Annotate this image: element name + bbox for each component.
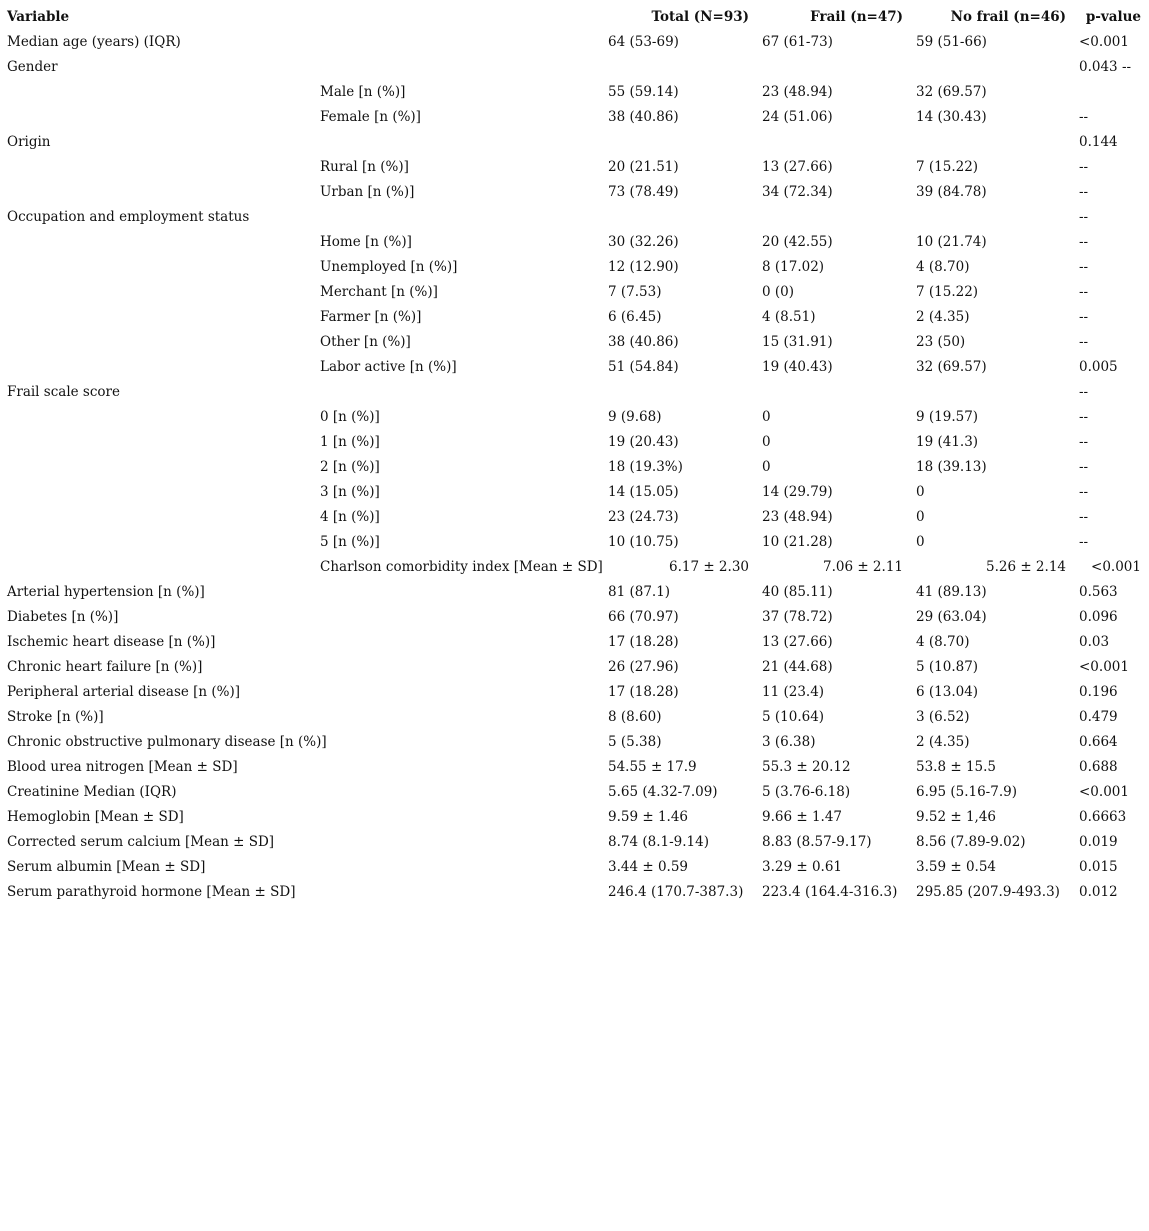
frail-value: 55.3 ± 20.12 xyxy=(762,758,851,775)
subcategory-label xyxy=(320,829,601,854)
p-value: -- xyxy=(1079,333,1089,350)
table-row xyxy=(0,129,1149,154)
total-value: 38 (40.86) xyxy=(608,333,679,350)
header-row xyxy=(0,4,1149,29)
variable-label: Frail scale score xyxy=(7,383,120,400)
no-frail-value: 2 (4.35) xyxy=(916,308,970,325)
total-value: 18 (19.3%) xyxy=(608,458,683,475)
subcategory-label: 4 [n (%)] xyxy=(320,508,380,525)
subcategory-label: 3 [n (%)] xyxy=(320,483,380,500)
no-frail-value: 39 (84.78) xyxy=(916,183,987,200)
table-row xyxy=(0,229,1149,254)
table-row xyxy=(0,829,1149,854)
table-row xyxy=(0,429,1149,454)
p-value: <0.001 xyxy=(1079,33,1129,50)
p-value: 0.012 xyxy=(1079,883,1118,900)
total-value: 66 (70.97) xyxy=(608,608,679,625)
frail-value: 7.06 ± 2.11 xyxy=(822,558,903,575)
no-frail-value: 3 (6.52) xyxy=(916,708,970,725)
variable-label: Median age (years) (IQR) xyxy=(7,33,181,50)
table-row xyxy=(0,204,1149,229)
total-value xyxy=(601,204,755,229)
frail-value: 5 (3.76-6.18) xyxy=(762,783,851,800)
no-frail-value xyxy=(909,54,1072,79)
frail-value: 40 (85.11) xyxy=(762,583,833,600)
no-frail-value: 4 (8.70) xyxy=(916,633,970,650)
table-row xyxy=(0,879,1149,904)
frail-value: 3 (6.38) xyxy=(762,733,816,750)
subcategory-label xyxy=(320,579,601,604)
p-value: 0.479 xyxy=(1079,708,1118,725)
no-frail-value: 0 xyxy=(916,533,925,550)
p-value: -- xyxy=(1079,508,1089,525)
subcategory-label xyxy=(320,654,601,679)
table-row xyxy=(0,154,1149,179)
total-value: 73 (78.49) xyxy=(608,183,679,200)
no-frail-value: 2 (4.35) xyxy=(916,733,970,750)
no-frail-value: 7 (15.22) xyxy=(916,283,979,300)
variable-label xyxy=(0,529,320,554)
p-value: -- xyxy=(1079,283,1089,300)
table-row xyxy=(0,354,1149,379)
table-row xyxy=(0,104,1149,129)
no-frail-value: 14 (30.43) xyxy=(916,108,987,125)
no-frail-value: 4 (8.70) xyxy=(916,258,970,275)
subcategory-label xyxy=(320,379,601,404)
table-body xyxy=(0,29,1149,904)
frail-value: 37 (78.72) xyxy=(762,608,833,625)
p-value: 0.563 xyxy=(1079,583,1118,600)
no-frail-value: 10 (21.74) xyxy=(916,233,987,250)
subcategory-label xyxy=(320,804,601,829)
no-frail-value xyxy=(909,129,1072,154)
frail-value: 23 (48.94) xyxy=(762,508,833,525)
table-row xyxy=(0,729,1149,754)
variable-label xyxy=(0,304,320,329)
subcategory-label: Unemployed [n (%)] xyxy=(320,258,458,275)
frail-value: 23 (48.94) xyxy=(762,83,833,100)
subcategory-label xyxy=(320,879,601,904)
p-value: 0.043 -- xyxy=(1079,58,1132,75)
variable-label: Ischemic heart disease [n (%)] xyxy=(7,633,216,650)
subcategory-label xyxy=(320,754,601,779)
p-value: -- xyxy=(1079,308,1089,325)
characteristics-table xyxy=(0,4,1149,904)
p-value: -- xyxy=(1079,483,1089,500)
table-row xyxy=(0,604,1149,629)
p-value: -- xyxy=(1079,183,1089,200)
variable-label: Chronic heart failure [n (%)] xyxy=(7,658,203,675)
total-value: 9 (9.68) xyxy=(608,408,662,425)
p-value: 0.664 xyxy=(1079,733,1118,750)
no-frail-value xyxy=(909,379,1072,404)
subcategory-label xyxy=(320,604,601,629)
p-value: -- xyxy=(1079,458,1089,475)
total-value xyxy=(601,379,755,404)
total-value: 55 (59.14) xyxy=(608,83,679,100)
no-frail-value: 29 (63.04) xyxy=(916,608,987,625)
total-value: 7 (7.53) xyxy=(608,283,662,300)
p-value: -- xyxy=(1079,108,1089,125)
subcategory-label xyxy=(320,679,601,704)
total-value: 5.65 (4.32-7.09) xyxy=(608,783,718,800)
header-p-value: p-value xyxy=(1085,8,1141,25)
frail-value: 5 (10.64) xyxy=(762,708,825,725)
table-row xyxy=(0,504,1149,529)
no-frail-value: 32 (69.57) xyxy=(916,358,987,375)
variable-label: Diabetes [n (%)] xyxy=(7,608,119,625)
total-value: 3.44 ± 0.59 xyxy=(608,858,689,875)
p-value: <0.001 xyxy=(1079,783,1129,800)
subcategory-label: 2 [n (%)] xyxy=(320,458,380,475)
variable-label: Chronic obstructive pulmonary disease [n (%)] xyxy=(7,733,327,750)
frail-value: 223.4 (164.4-316.3) xyxy=(762,883,898,900)
total-value: 51 (54.84) xyxy=(608,358,679,375)
table-row xyxy=(0,654,1149,679)
p-value: -- xyxy=(1079,433,1089,450)
subcategory-label: 0 [n (%)] xyxy=(320,408,380,425)
total-value: 246.4 (170.7-387.3) xyxy=(608,883,744,900)
table-row xyxy=(0,254,1149,279)
variable-label xyxy=(0,254,320,279)
p-value: 0.005 xyxy=(1079,358,1118,375)
p-value: 0.144 xyxy=(1079,133,1118,150)
no-frail-value: 19 (41.3) xyxy=(916,433,979,450)
frail-value: 10 (21.28) xyxy=(762,533,833,550)
frail-value: 14 (29.79) xyxy=(762,483,833,500)
frail-value: 11 (23.4) xyxy=(762,683,825,700)
table-row xyxy=(0,854,1149,879)
no-frail-value: 18 (39.13) xyxy=(916,458,987,475)
total-value: 17 (18.28) xyxy=(608,633,679,650)
total-value: 14 (15.05) xyxy=(608,483,679,500)
subcategory-label: Other [n (%)] xyxy=(320,333,411,350)
p-value: 0.096 xyxy=(1079,608,1118,625)
table-row xyxy=(0,279,1149,304)
frail-value xyxy=(755,54,909,79)
p-value: 0.019 xyxy=(1079,833,1118,850)
total-value: 26 (27.96) xyxy=(608,658,679,675)
frail-value: 4 (8.51) xyxy=(762,308,816,325)
variable-label xyxy=(0,329,320,354)
subcategory-label: Rural [n (%)] xyxy=(320,158,409,175)
p-value: -- xyxy=(1079,533,1089,550)
variable-label xyxy=(0,79,320,104)
p-value: -- xyxy=(1079,258,1089,275)
table-row xyxy=(0,379,1149,404)
variable-label xyxy=(0,504,320,529)
subcategory-label: Labor active [n (%)] xyxy=(320,358,457,375)
no-frail-value: 9.52 ± 1,46 xyxy=(916,808,997,825)
subcategory-label xyxy=(320,779,601,804)
variable-label: Corrected serum calcium [Mean ± SD] xyxy=(7,833,275,850)
p-value: -- xyxy=(1079,158,1089,175)
subcategory-label xyxy=(320,854,601,879)
p-value: <0.001 xyxy=(1091,558,1141,575)
total-value: 8.74 (8.1-9.14) xyxy=(608,833,709,850)
frail-value: 34 (72.34) xyxy=(762,183,833,200)
header-subcategory xyxy=(320,4,601,29)
table-row xyxy=(0,804,1149,829)
variable-label: Peripheral arterial disease [n (%)] xyxy=(7,683,241,700)
total-value: 5 (5.38) xyxy=(608,733,662,750)
subcategory-label: Farmer [n (%)] xyxy=(320,308,422,325)
no-frail-value: 23 (50) xyxy=(916,333,966,350)
header-variable: Variable xyxy=(7,8,70,25)
subcategory-label: 1 [n (%)] xyxy=(320,433,380,450)
variable-label: Blood urea nitrogen [Mean ± SD] xyxy=(7,758,238,775)
no-frail-value: 7 (15.22) xyxy=(916,158,979,175)
variable-label xyxy=(0,354,320,379)
table-row xyxy=(0,679,1149,704)
subcategory-label xyxy=(320,129,601,154)
no-frail-value xyxy=(909,204,1072,229)
frail-value xyxy=(755,204,909,229)
variable-label xyxy=(0,554,320,579)
no-frail-value: 8.56 (7.89-9.02) xyxy=(916,833,1026,850)
subcategory-label xyxy=(320,729,601,754)
table-row xyxy=(0,479,1149,504)
variable-label xyxy=(0,154,320,179)
no-frail-value: 53.8 ± 15.5 xyxy=(916,758,997,775)
total-value: 19 (20.43) xyxy=(608,433,679,450)
frail-value xyxy=(755,129,909,154)
frail-value: 0 xyxy=(762,408,771,425)
no-frail-value: 9 (19.57) xyxy=(916,408,979,425)
p-value: 0.6663 xyxy=(1079,808,1127,825)
frail-value: 3.29 ± 0.61 xyxy=(762,858,843,875)
table-row xyxy=(0,29,1149,54)
frail-value: 0 (0) xyxy=(762,283,795,300)
table-row xyxy=(0,79,1149,104)
no-frail-value: 5 (10.87) xyxy=(916,658,979,675)
frail-value: 13 (27.66) xyxy=(762,633,833,650)
no-frail-value: 59 (51-66) xyxy=(916,33,987,50)
frail-value: 13 (27.66) xyxy=(762,158,833,175)
table-row xyxy=(0,529,1149,554)
total-value xyxy=(601,54,755,79)
no-frail-value: 6.95 (5.16-7.9) xyxy=(916,783,1017,800)
subcategory-label xyxy=(320,629,601,654)
frail-value: 24 (51.06) xyxy=(762,108,833,125)
frail-value: 8.83 (8.57-9.17) xyxy=(762,833,872,850)
frail-value: 9.66 ± 1.47 xyxy=(762,808,843,825)
table-row xyxy=(0,404,1149,429)
variable-label: Serum albumin [Mean ± SD] xyxy=(7,858,206,875)
variable-label xyxy=(0,279,320,304)
total-value: 54.55 ± 17.9 xyxy=(608,758,697,775)
p-value xyxy=(1072,79,1149,104)
variable-label xyxy=(0,104,320,129)
total-value: 6.17 ± 2.30 xyxy=(668,558,749,575)
header-frail: Frail (n=47) xyxy=(810,8,903,25)
frail-value: 19 (40.43) xyxy=(762,358,833,375)
table-row xyxy=(0,329,1149,354)
frail-value: 15 (31.91) xyxy=(762,333,833,350)
p-value: -- xyxy=(1079,408,1089,425)
variable-label: Stroke [n (%)] xyxy=(7,708,104,725)
table-row xyxy=(0,304,1149,329)
header-no-frail: No frail (n=46) xyxy=(950,8,1066,25)
subcategory-label xyxy=(320,54,601,79)
total-value: 12 (12.90) xyxy=(608,258,679,275)
no-frail-value: 0 xyxy=(916,483,925,500)
total-value: 38 (40.86) xyxy=(608,108,679,125)
subcategory-label: Female [n (%)] xyxy=(320,108,421,125)
variable-label xyxy=(0,404,320,429)
variable-label: Arterial hypertension [n (%)] xyxy=(7,583,205,600)
variable-label: Hemoglobin [Mean ± SD] xyxy=(7,808,184,825)
variable-label xyxy=(0,479,320,504)
frail-value: 0 xyxy=(762,433,771,450)
table-row xyxy=(0,754,1149,779)
subcategory-label: Urban [n (%)] xyxy=(320,183,415,200)
no-frail-value: 6 (13.04) xyxy=(916,683,979,700)
subcategory-label: Male [n (%)] xyxy=(320,83,406,100)
p-value: <0.001 xyxy=(1079,658,1129,675)
frail-value: 20 (42.55) xyxy=(762,233,833,250)
total-value: 81 (87.1) xyxy=(608,583,671,600)
p-value: 0.196 xyxy=(1079,683,1118,700)
table-row xyxy=(0,54,1149,79)
total-value: 6 (6.45) xyxy=(608,308,662,325)
total-value: 8 (8.60) xyxy=(608,708,662,725)
variable-label: Origin xyxy=(7,133,51,150)
p-value: -- xyxy=(1079,383,1089,400)
total-value: 17 (18.28) xyxy=(608,683,679,700)
no-frail-value: 41 (89.13) xyxy=(916,583,987,600)
table-row xyxy=(0,554,1149,579)
total-value: 23 (24.73) xyxy=(608,508,679,525)
table-row xyxy=(0,179,1149,204)
p-value: 0.688 xyxy=(1079,758,1118,775)
no-frail-value: 0 xyxy=(916,508,925,525)
p-value: -- xyxy=(1079,233,1089,250)
variable-label: Creatinine Median (IQR) xyxy=(7,783,177,800)
p-value: 0.03 xyxy=(1079,633,1110,650)
table-row xyxy=(0,579,1149,604)
frail-value: 67 (61-73) xyxy=(762,33,833,50)
variable-label xyxy=(0,454,320,479)
table-row xyxy=(0,704,1149,729)
table-row xyxy=(0,629,1149,654)
total-value: 10 (10.75) xyxy=(608,533,679,550)
table-row xyxy=(0,454,1149,479)
frail-value: 8 (17.02) xyxy=(762,258,825,275)
total-value: 30 (32.26) xyxy=(608,233,679,250)
frail-value xyxy=(755,379,909,404)
no-frail-value: 3.59 ± 0.54 xyxy=(916,858,997,875)
subcategory-label: 5 [n (%)] xyxy=(320,533,380,550)
total-value xyxy=(601,129,755,154)
no-frail-value: 32 (69.57) xyxy=(916,83,987,100)
frail-value: 21 (44.68) xyxy=(762,658,833,675)
header-total: Total (N=93) xyxy=(651,8,749,25)
table-row xyxy=(0,779,1149,804)
total-value: 9.59 ± 1.46 xyxy=(608,808,689,825)
variable-label xyxy=(0,229,320,254)
frail-value: 0 xyxy=(762,458,771,475)
no-frail-value: 295.85 (207.9-493.3) xyxy=(916,883,1060,900)
subcategory-label: Merchant [n (%)] xyxy=(320,283,438,300)
subcategory-label: Charlson comorbidity index [Mean ± SD] xyxy=(320,558,603,575)
variable-label: Serum parathyroid hormone [Mean ± SD] xyxy=(7,883,296,900)
variable-label: Gender xyxy=(7,58,58,75)
subcategory-label xyxy=(320,204,601,229)
subcategory-label xyxy=(320,29,601,54)
subcategory-label xyxy=(320,704,601,729)
no-frail-value: 5.26 ± 2.14 xyxy=(985,558,1066,575)
subcategory-label: Home [n (%)] xyxy=(320,233,412,250)
total-value: 20 (21.51) xyxy=(608,158,679,175)
p-value: 0.015 xyxy=(1079,858,1118,875)
total-value: 64 (53-69) xyxy=(608,33,679,50)
variable-label: Occupation and employment status xyxy=(7,208,250,225)
p-value: -- xyxy=(1079,208,1089,225)
variable-label xyxy=(0,429,320,454)
variable-label xyxy=(0,179,320,204)
